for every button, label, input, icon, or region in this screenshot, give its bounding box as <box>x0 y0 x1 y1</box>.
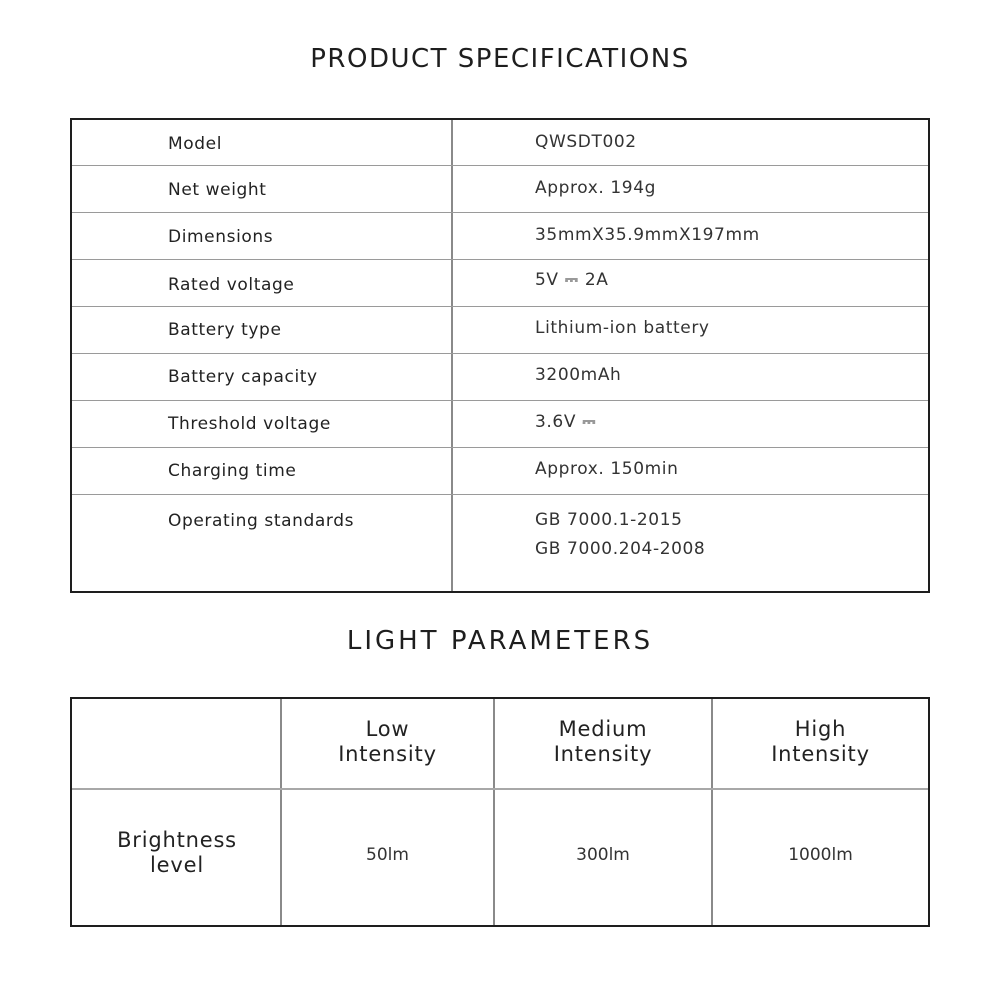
spec-row-model <box>72 120 928 166</box>
spec-value: Lithium-ion battery <box>535 318 710 338</box>
header-line: High <box>794 717 847 741</box>
column-header-low <box>282 717 493 767</box>
spec-value: 35mmX35.9mmX197mm <box>535 225 760 245</box>
spec-label: Battery type <box>168 320 282 340</box>
spec-value-secondary: GB 7000.204-2008 <box>535 539 706 559</box>
spec-value: 3200mAh <box>535 365 622 385</box>
spec-row-battery-type <box>72 307 928 354</box>
header-line: Intensity <box>553 742 653 766</box>
spec-row-net-weight <box>72 166 928 213</box>
header-line: Low <box>365 717 410 741</box>
spec-value: Approx. 194g <box>535 178 657 198</box>
light-parameters-table <box>70 697 930 927</box>
spec-label: Dimensions <box>168 227 274 247</box>
brightness-high-value: 1000lm <box>788 845 853 865</box>
spec-value: Approx. 150min <box>535 459 679 479</box>
spec-value: 3.6V ⎓ <box>535 412 597 432</box>
spec-label: Battery capacity <box>168 367 318 387</box>
header-line: Intensity <box>338 742 437 766</box>
brightness-low-value: 50lm <box>366 845 409 865</box>
row-label-line: Brightness <box>117 828 237 852</box>
column-header-medium <box>495 717 711 767</box>
column-header-high <box>713 717 928 767</box>
spec-label: Threshold voltage <box>168 414 331 434</box>
spec-row-charging-time <box>72 448 928 495</box>
product-specifications-table <box>70 118 930 593</box>
spec-label: Charging time <box>168 461 297 481</box>
spec-row-operating-standards <box>72 495 928 591</box>
header-line: Intensity <box>771 742 870 766</box>
spec-row-dimensions <box>72 213 928 260</box>
light-parameters-title: LIGHT PARAMETERS <box>346 626 654 656</box>
spec-label: Rated voltage <box>168 275 295 295</box>
row-label-brightness <box>72 828 282 878</box>
spec-value: QWSDT002 <box>535 132 637 152</box>
spec-label: Net weight <box>168 180 267 200</box>
spec-row-battery-capacity <box>72 354 928 401</box>
row-divider <box>72 788 928 790</box>
product-specifications-title: PRODUCT SPECIFICATIONS <box>310 44 690 74</box>
spec-label: Operating standards <box>168 511 355 531</box>
row-label-line: level <box>150 853 204 877</box>
header-line: Medium <box>558 717 648 741</box>
spec-row-rated-voltage <box>72 260 928 307</box>
spec-row-threshold-voltage <box>72 401 928 448</box>
brightness-medium-value: 300lm <box>576 845 630 865</box>
spec-label: Model <box>168 134 223 154</box>
spec-value: GB 7000.1-2015 <box>535 510 683 530</box>
spec-value: 5V ⎓ 2A <box>535 270 609 290</box>
